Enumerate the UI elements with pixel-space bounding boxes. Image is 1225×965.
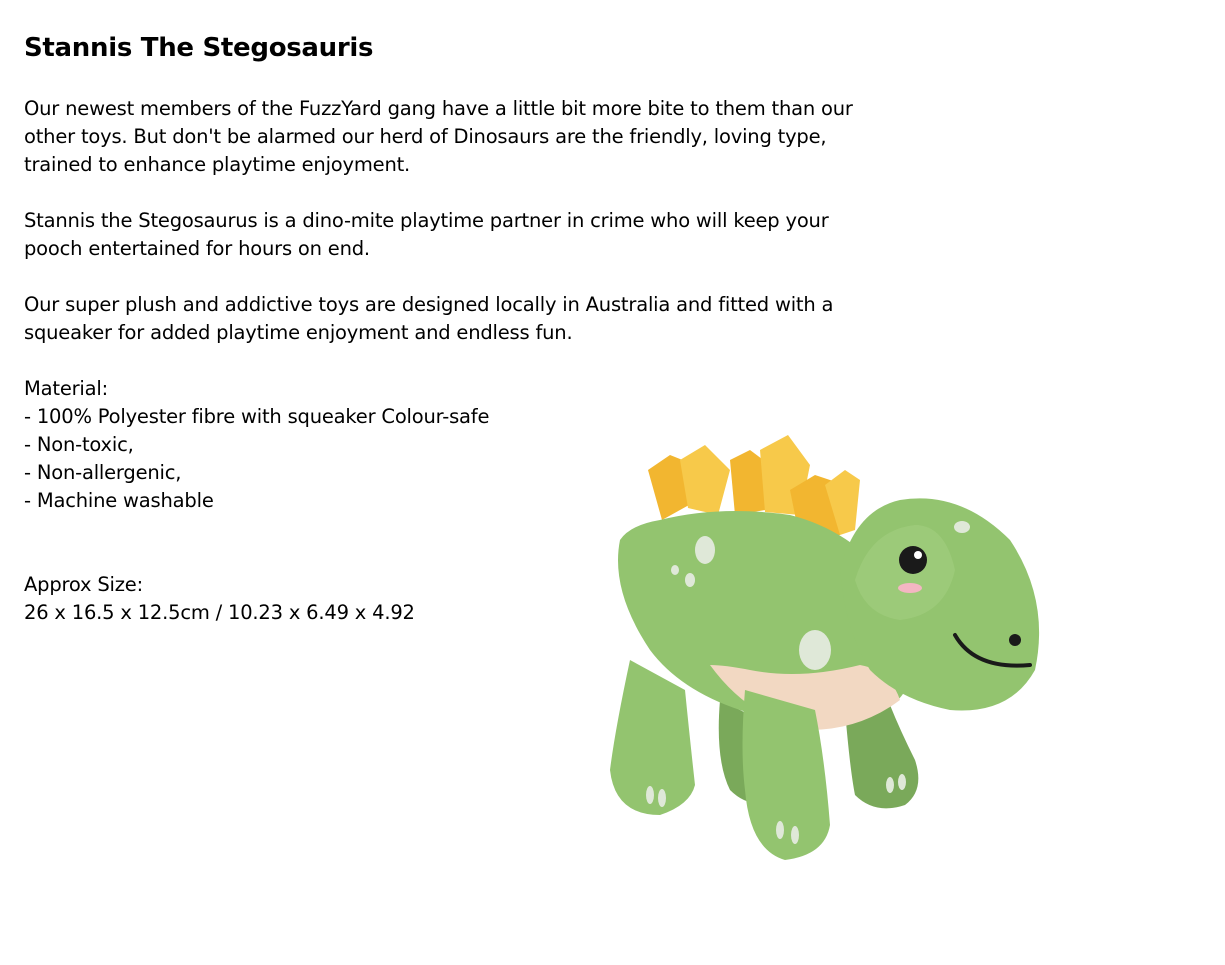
eye-icon [899,546,927,574]
blush [898,583,922,593]
material-item: - Machine washable [24,489,214,512]
description-paragraph-2: Stannis the Stegosaurus is a dino-mite playtime partner in crime who will keep your pooch entertained for hours on end. [24,209,829,260]
material-item: - Non-allergenic, [24,461,182,484]
description-paragraph-3: Our super plush and addictive toys are designed locally in Australia and fitted with a squeaker for added playtime enjoyment and endless fun. [24,293,834,344]
stegosaurus-plush-illustration [600,430,1060,880]
material-item: - Non-toxic, [24,433,134,456]
nostril [1009,634,1021,646]
size-value: 26 x 16.5 x 12.5cm / 10.23 x 6.49 x 4.92 [24,601,415,624]
page-title: Stannis The Stegosauris [24,33,374,63]
description-paragraph-1: Our newest members of the FuzzYard gang have a little bit more bite to them than our other toys. But don't be alarmed our herd of Dinosaurs are the friendly, loving type, trained to enhance playtime enjoyment. [24,97,853,176]
material-heading: Material: [24,377,108,400]
product-image [600,430,1060,880]
material-item: - 100% Polyester fibre with squeaker Colour-safe [24,405,490,428]
size-heading: Approx Size: [24,573,143,596]
